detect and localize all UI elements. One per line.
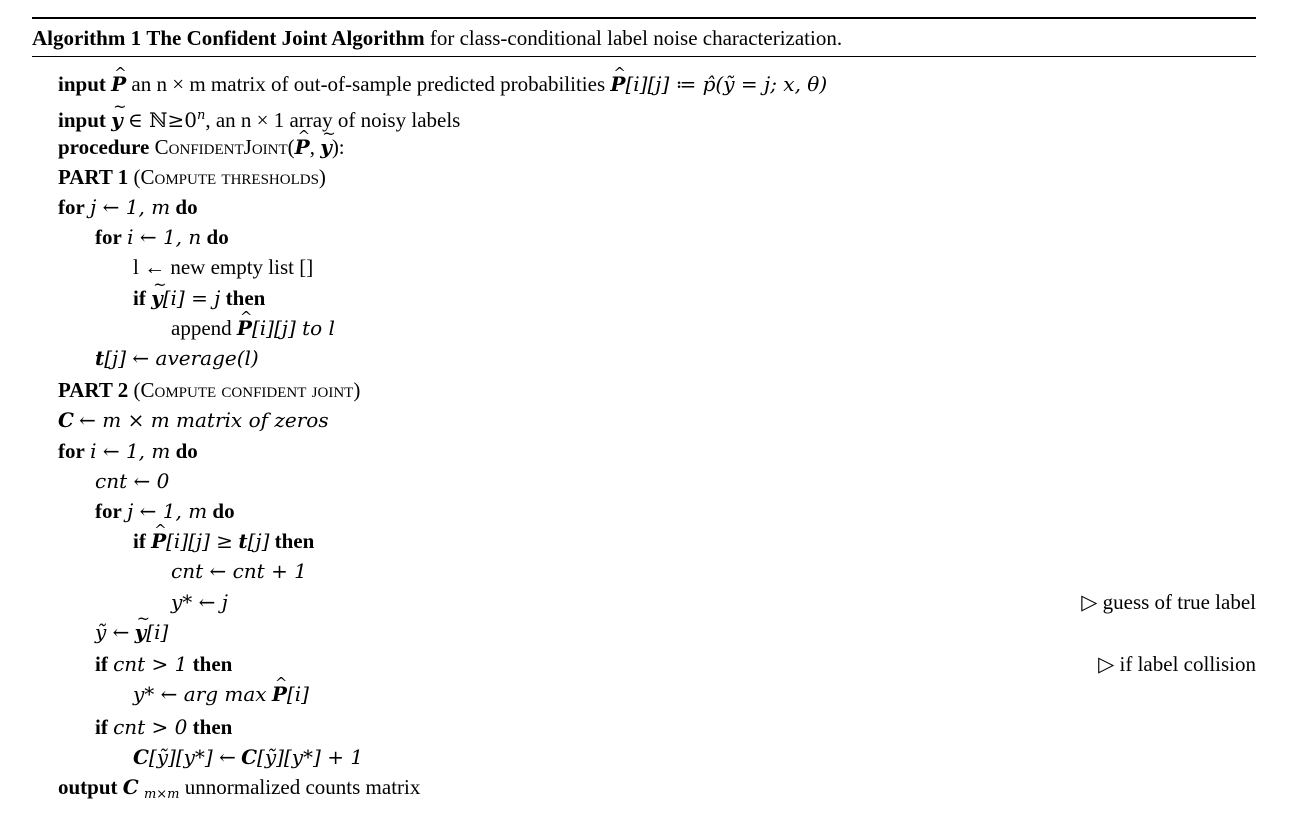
for-i-range: i ← 1, n xyxy=(127,225,202,250)
argmax-index: [i] xyxy=(286,682,309,707)
comment-guess: ▷ guess of true label xyxy=(1081,589,1256,614)
input-p-text: an n × m matrix of out-of-sample predicted probabilities xyxy=(131,72,606,96)
ytilde-text: ỹ ← xyxy=(95,619,130,644)
c-update-b: [ỹ][y*] + 1 xyxy=(257,744,364,769)
append-rest: [i][j] to l xyxy=(251,315,335,340)
line-c-init xyxy=(32,405,1256,435)
output-sub: m×m xyxy=(143,787,180,803)
line-ystar-guess xyxy=(32,587,1256,617)
line-cnt-zero xyxy=(32,466,1256,496)
kw-then: then xyxy=(274,529,315,554)
line-c-update xyxy=(32,742,1256,772)
line-if-collision xyxy=(32,649,1256,679)
sym-t: t xyxy=(238,529,248,554)
input-y-formula: ∈ ℕ≥0 xyxy=(128,108,197,133)
append-text: append xyxy=(171,315,232,340)
input-y-sup: n xyxy=(196,108,206,124)
if-label-cond: [i] = j xyxy=(162,285,221,310)
part2-label: PART 2 xyxy=(58,378,129,403)
kw-do: do xyxy=(212,499,235,524)
ystar-text: y* ← j xyxy=(171,589,228,614)
kw-if: if xyxy=(95,714,108,739)
line-procedure: procedure ConfidentJoint(^ P, ~ y): xyxy=(32,132,1256,162)
new-list-text: l ← new empty list [] xyxy=(133,255,314,280)
sym-C: C xyxy=(122,775,139,800)
if-threshold-a: [i][j] ≥ xyxy=(166,529,234,554)
sym-C: C xyxy=(133,744,149,769)
sym-y-tilde: ~ y xyxy=(135,617,147,647)
if-collision-cond: cnt > 1 xyxy=(113,652,188,677)
sym-y-tilde: ~ y xyxy=(320,132,332,162)
output-text: unnormalized counts matrix xyxy=(184,775,421,800)
kw-for: for xyxy=(58,438,85,463)
line-if-label xyxy=(32,283,1256,313)
algorithm-block xyxy=(32,17,1256,802)
kw-then: then xyxy=(192,652,233,677)
for-j-inner-range: j ← 1, m xyxy=(127,499,208,524)
kw-for: for xyxy=(95,225,122,250)
line-cnt-inc xyxy=(32,556,1256,586)
sym-P-hat: ^ P xyxy=(295,132,310,162)
line-for-j-inner xyxy=(32,496,1256,526)
line-append xyxy=(32,313,1256,343)
sym-y-tilde: ~ y xyxy=(151,283,163,313)
c-init-text: ← m × m matrix of zeros xyxy=(79,408,329,433)
input-y-text: , an n × 1 array of noisy labels xyxy=(205,108,461,133)
kw-do: do xyxy=(206,225,229,250)
sym-P-hat: ^ P xyxy=(151,526,166,556)
sym-P-hat: ^ P xyxy=(610,69,625,99)
part1-desc: (Compute thresholds) xyxy=(133,164,326,189)
line-ytilde xyxy=(32,617,1256,649)
sym-P-hat: ^ P xyxy=(237,313,252,343)
line-input-probabilities xyxy=(32,69,1256,101)
algorithm-body xyxy=(32,57,1256,802)
caption-title: The Confident Joint Algorithm xyxy=(146,26,425,50)
line-new-list xyxy=(32,252,1256,282)
line-if-threshold xyxy=(32,526,1256,556)
line-part2 xyxy=(32,375,1256,405)
sym-C: C xyxy=(58,408,74,433)
algorithm-caption xyxy=(32,19,1256,56)
kw-do: do xyxy=(175,194,198,219)
kw-for: for xyxy=(95,499,122,524)
line-threshold-avg xyxy=(32,343,1256,375)
kw-do: do xyxy=(175,438,198,463)
for-j-range: j ← 1, m xyxy=(90,194,171,219)
kw-for: for xyxy=(58,194,85,219)
input-p-formula: [i][j] ≔ p̂(ỹ = j; x, θ) xyxy=(625,72,828,96)
line-input-labels xyxy=(32,101,1256,131)
threshold-avg-text: [j] ← average(l) xyxy=(104,345,259,370)
part1-label: PART 1 xyxy=(58,164,129,189)
line-for-j xyxy=(32,192,1256,222)
caption-rest: for class-conditional label noise characterization. xyxy=(429,26,843,50)
kw-if: if xyxy=(95,652,108,677)
kw-if: if xyxy=(133,285,146,310)
part2-desc: (Compute confident joint) xyxy=(133,378,361,403)
kw-input: input xyxy=(58,108,106,133)
for-i-outer-range: i ← 1, m xyxy=(90,438,171,463)
caption-label: Algorithm 1 xyxy=(32,26,142,50)
sym-P-hat: ^ P xyxy=(111,69,126,99)
kw-if: if xyxy=(133,529,146,554)
c-update-a: [ỹ][y*] ← xyxy=(148,744,236,769)
if-positive-cond: cnt > 0 xyxy=(113,714,188,739)
procedure-args-end: ): xyxy=(331,134,345,159)
kw-input: input xyxy=(58,72,106,96)
comment-collision: ▷ if label collision xyxy=(1098,652,1256,677)
sym-t: t xyxy=(95,345,105,370)
cnt-zero-text: cnt ← 0 xyxy=(95,468,170,493)
line-for-i-outer xyxy=(32,436,1256,466)
sym-P-hat: ^ P xyxy=(272,679,287,709)
kw-output: output xyxy=(58,775,118,800)
kw-procedure: procedure xyxy=(58,134,150,159)
kw-then: then xyxy=(192,714,233,739)
sym-y-tilde: ~ y xyxy=(111,105,123,135)
line-part1 xyxy=(32,162,1256,192)
line-output xyxy=(32,772,1256,802)
line-if-positive xyxy=(32,712,1256,742)
procedure-name: ConfidentJoint xyxy=(154,134,288,159)
cnt-inc-text: cnt ← cnt + 1 xyxy=(171,559,307,584)
argmax-text: y* ← arg max xyxy=(133,682,267,707)
if-threshold-b: [j] xyxy=(247,529,270,554)
line-argmax xyxy=(32,679,1256,711)
line-for-i xyxy=(32,222,1256,252)
ytilde-index: [i] xyxy=(146,619,169,644)
kw-then: then xyxy=(225,285,266,310)
sym-C: C xyxy=(241,744,258,769)
